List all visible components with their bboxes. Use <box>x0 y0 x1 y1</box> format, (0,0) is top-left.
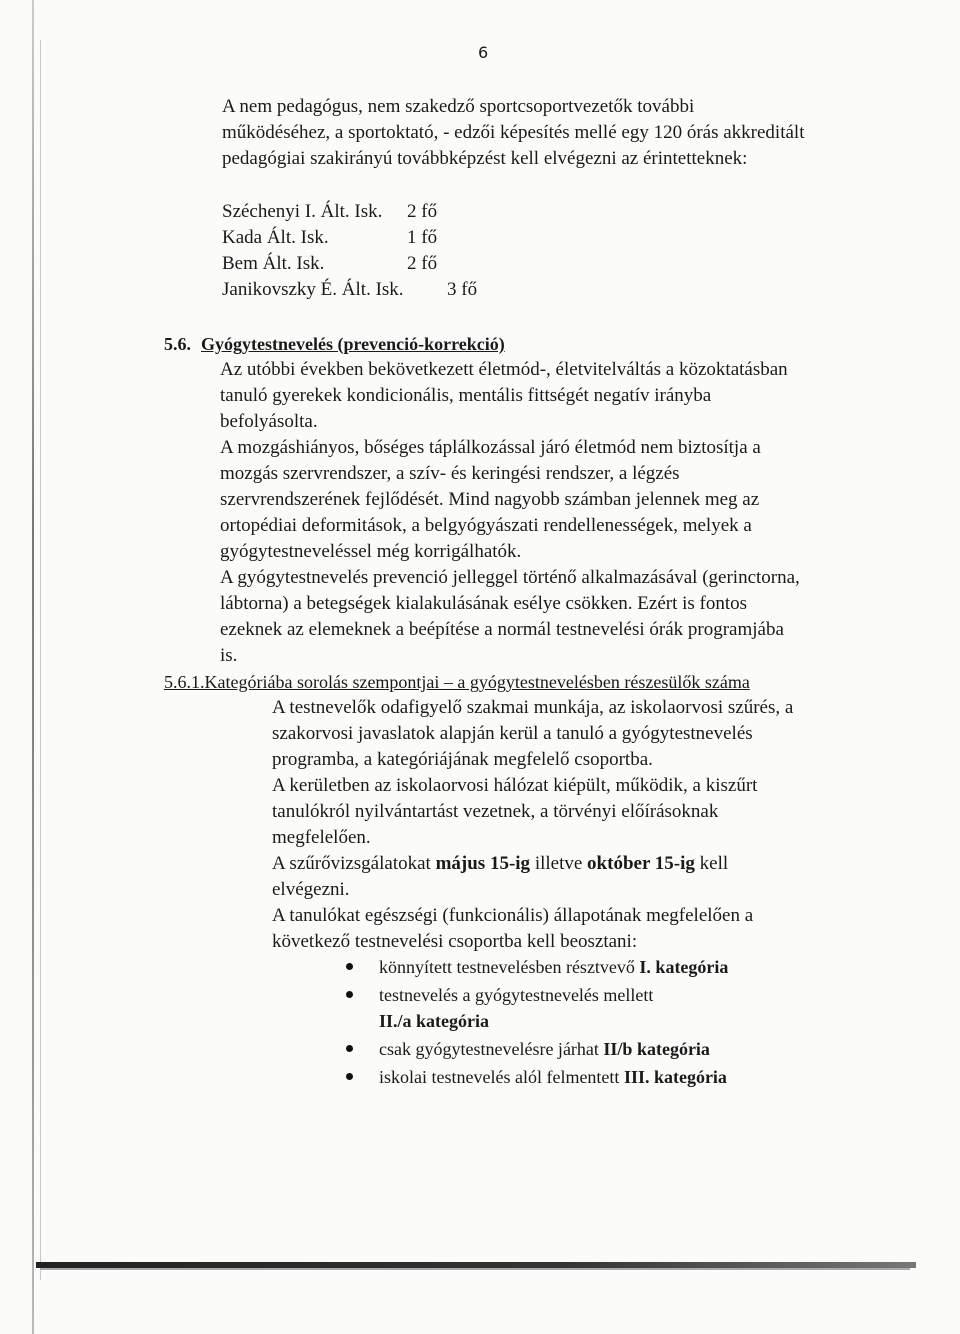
screening-date: október 15-ig <box>587 853 695 874</box>
section-title: Gyógytestnevelés (prevenció-korrekció) <box>201 334 505 354</box>
body-line: A mozgáshiányos, bőséges táplálkozással járó életmód nem biztosítja a <box>220 437 761 458</box>
category-item <box>379 1036 710 1062</box>
school-name: Bem Ált. Isk. <box>222 253 325 274</box>
scan-edge-left-faint <box>40 40 41 1280</box>
category-item <box>379 1064 727 1090</box>
school-name: Janikovszky É. Ált. Isk. <box>222 279 404 300</box>
school-row <box>222 199 437 225</box>
category-text: iskolai testnevelés alól felmentett <box>379 1067 624 1087</box>
school-count: 3 fő <box>447 279 478 300</box>
school-row <box>222 251 437 277</box>
school-row <box>222 277 477 303</box>
page-number: 6 <box>478 43 489 62</box>
category-label: II/b kategória <box>603 1039 710 1059</box>
category-text: csak gyógytestnevelésre járhat <box>379 1039 604 1059</box>
bullet-icon <box>346 1073 353 1080</box>
intro-line: működéséhez, a sportoktató, - edzői képesítés mellé egy 120 órás akkreditált <box>222 122 805 143</box>
school-count: 2 fő <box>407 201 438 222</box>
body-line: A tanulókat egészségi (funkcionális) állapotának megfelelően a <box>272 905 754 926</box>
subsection-title: 5.6.1.Kategóriába sorolás szempontjai – a gyógytestnevelésben részesülők száma <box>164 672 750 692</box>
category-label: III. kategória <box>623 1067 727 1087</box>
scan-edge-bottom-faint <box>40 1268 910 1270</box>
body-line: elvégezni. <box>272 879 350 900</box>
body-line: mozgás szervrendszer, a szív- és keringési rendszer, a légzés <box>220 463 680 484</box>
body-line: Az utóbbi években bekövetkezett életmód-, életvitelváltás a közoktatásban <box>220 359 788 380</box>
body-line: ortopédiai deformitások, a belgyógyászati rendellenességek, melyek a <box>220 515 752 536</box>
bullet-icon <box>346 1045 353 1052</box>
category-text: testnevelés a gyógytestnevelés mellett <box>379 985 654 1005</box>
body-line: A kerületben az iskolaorvosi hálózat kiépült, működik, a kiszűrt <box>272 775 758 796</box>
intro-line: pedagógiai szakirányú továbbképzést kell elvégezni az érintetteknek: <box>222 148 748 169</box>
school-row <box>222 225 437 251</box>
intro-line: A nem pedagógus, nem szakedző sportcsoportvezetők további <box>222 96 695 117</box>
bullet-icon <box>346 963 353 970</box>
body-line: ezeknek az elemeknek a beépítése a normál testnevelési órák programjába <box>220 619 784 640</box>
body-line: lábtorna) a betegségek kialakulásának esélye csökken. Ezért is fontos <box>220 593 748 614</box>
screening-date: május 15-ig <box>435 853 531 874</box>
body-line: A gyógytestnevelés prevenció jelleggel történő alkalmazásával (gerinctorna, <box>220 567 800 588</box>
school-name: Kada Ált. Isk. <box>222 227 329 248</box>
category-text: könnyített testnevelésben résztvevő <box>379 957 640 977</box>
category-item <box>379 982 653 1008</box>
screening-text: illetve <box>530 853 588 874</box>
body-line: gyógytestneveléssel még korrigálhatók. <box>220 541 522 562</box>
body-line: programba, a kategóriájának megfelelő csoportba. <box>272 749 653 770</box>
body-line: megfelelően. <box>272 827 371 848</box>
body-line: következő testnevelési csoportba kell beosztani: <box>272 931 638 952</box>
school-count: 2 fő <box>407 253 438 274</box>
school-name: Széchenyi I. Ált. Isk. <box>222 201 383 222</box>
category-item <box>379 954 728 980</box>
body-line: szakorvosi javaslatok alapján kerül a tanuló a gyógytestnevelés <box>272 723 753 744</box>
body-line: befolyásolta. <box>220 411 318 432</box>
bullet-icon <box>346 991 353 998</box>
body-line: tanulókról nyilvántartást vezetnek, a törvényi előírásoknak <box>272 801 719 822</box>
body-line: tanuló gyerekek kondicionális, mentális fittségét negatív irányba <box>220 385 712 406</box>
screening-text: A szűrővizsgálatokat <box>272 853 436 874</box>
section-number: 5.6. <box>164 334 191 354</box>
category-label: I. kategória <box>639 957 729 977</box>
screening-text: kell <box>694 853 729 874</box>
body-line: is. <box>220 645 238 666</box>
body-line: A testnevelők odafigyelő szakmai munkája, az iskolaorvosi szűrés, a <box>272 697 794 718</box>
school-count: 1 fő <box>407 227 438 248</box>
body-line: szervrendszerének fejlődését. Mind nagyobb számban jelennek meg az <box>220 489 760 510</box>
scan-edge-left <box>32 0 34 1334</box>
category-label: II./a kategória <box>379 1011 489 1031</box>
screening-line <box>272 851 728 877</box>
